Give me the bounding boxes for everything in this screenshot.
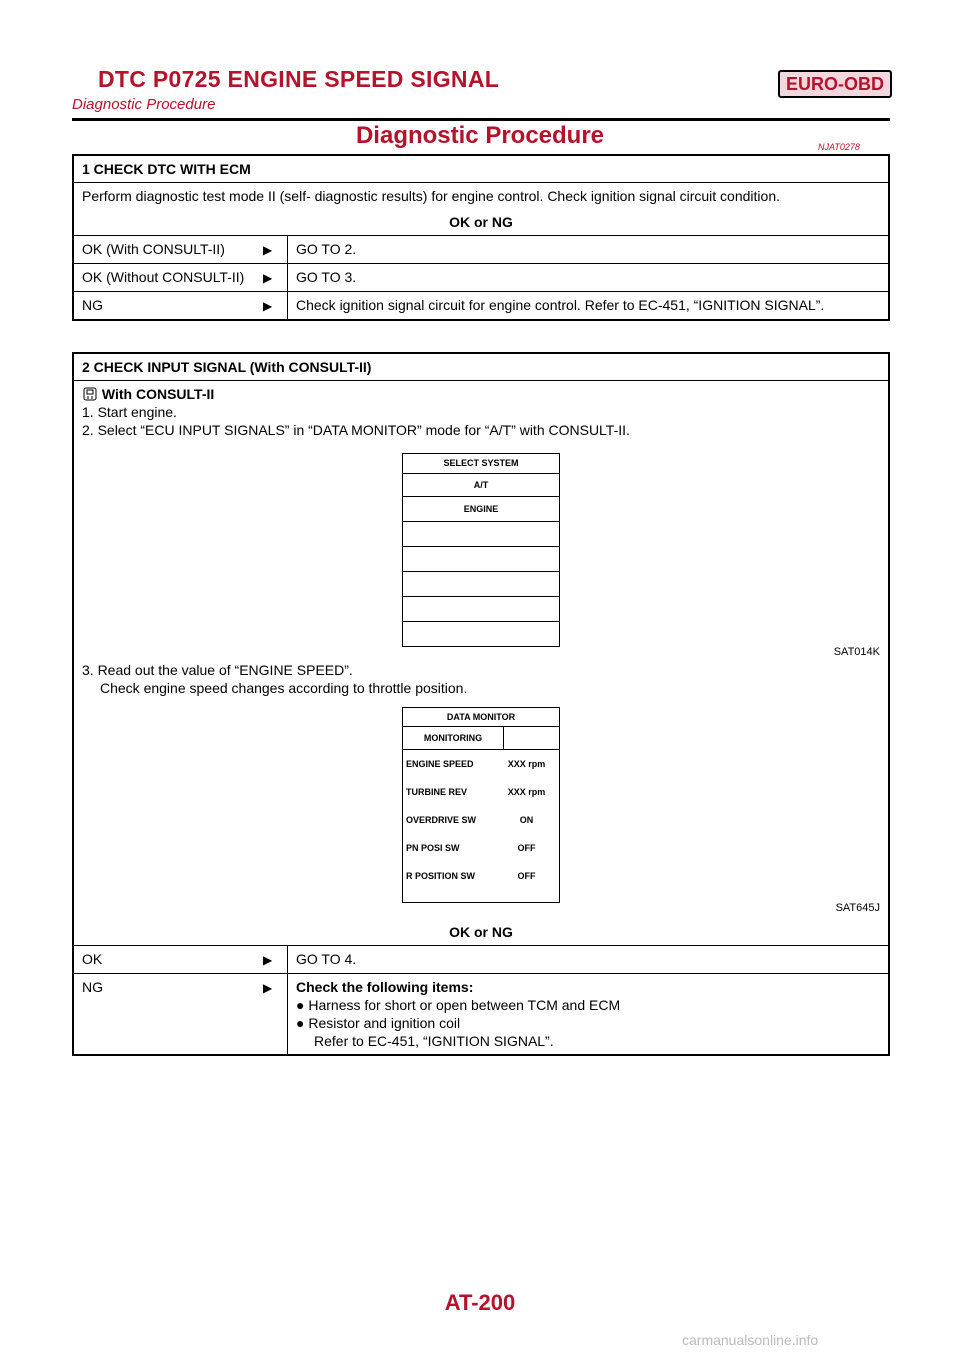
- monitor-row: [403, 806, 559, 834]
- monitor-item-value: ON: [519, 815, 534, 825]
- monitor-item-value: XXX rpm: [507, 759, 546, 769]
- screen-item-engine: ENGINE: [403, 496, 559, 521]
- arrow-right-icon: ▶: [263, 236, 288, 264]
- header-divider: [72, 118, 890, 121]
- arrow-right-icon: ▶: [263, 946, 288, 974]
- ng-item: [296, 1014, 880, 1032]
- monitor-item-value: OFF: [517, 843, 536, 853]
- monitor-row: [403, 834, 559, 862]
- result-action: GO TO 4.: [288, 946, 890, 974]
- step-2-line-2: 2. Select “ECU INPUT SIGNALS” in “DATA MONITOR” mode for “A/T” with CONSULT-II.: [82, 422, 630, 438]
- step-1-instruction: Perform diagnostic test mode II (self- diagnostic results) for engine control. Check ignition signal circuit condition.: [82, 188, 780, 204]
- step-2-line-4: Check engine speed changes according to throttle position.: [100, 680, 468, 696]
- result-label: OK (Without CONSULT-II): [73, 264, 263, 292]
- arrow-right-icon: ▶: [263, 974, 288, 1056]
- step-2-table: [72, 352, 890, 1056]
- screen-title: SELECT SYSTEM: [443, 458, 519, 468]
- section-code: NJAT0278: [818, 142, 860, 152]
- page-number: AT-200: [444, 1290, 516, 1315]
- result-action: Check ignition signal circuit for engine control. Refer to EC-451, “IGNITION SIGNAL”.: [288, 292, 890, 321]
- arrow-right-icon: ▶: [263, 264, 288, 292]
- result-row: [73, 946, 889, 974]
- step-1-okng: OK or NG: [449, 214, 513, 230]
- screen-empty-row: [403, 546, 559, 571]
- monitoring-label: MONITORING: [403, 727, 504, 749]
- arrow-right-icon: ▶: [263, 292, 288, 321]
- screen-empty-row: [403, 521, 559, 546]
- result-action: [288, 974, 890, 1056]
- monitor-item-name: ENGINE SPEED: [406, 759, 474, 769]
- monitor-item-value: OFF: [517, 871, 536, 881]
- with-consult-label: With CONSULT-II: [101, 386, 215, 402]
- figure-id: SAT014K: [833, 646, 880, 658]
- screen-item-at: A/T: [403, 473, 559, 496]
- step-2-line-3: 3. Read out the value of “ENGINE SPEED”.: [82, 662, 353, 678]
- screen-title: DATA MONITOR: [446, 712, 516, 722]
- result-label: OK (With CONSULT-II): [73, 236, 263, 264]
- result-label: NG: [73, 292, 263, 321]
- step-1-body: [73, 183, 889, 236]
- result-label: OK: [73, 946, 263, 974]
- monitor-row: [403, 862, 559, 890]
- step-2-body: [73, 381, 889, 946]
- step-1-heading: 1 CHECK DTC WITH ECM: [73, 155, 889, 183]
- section-title: Diagnostic Procedure: [355, 122, 605, 149]
- select-system-screen: [402, 453, 560, 647]
- monitor-item-name: TURBINE REV: [406, 787, 468, 797]
- with-consult-line: [82, 385, 880, 403]
- step-2-okng: OK or NG: [449, 924, 513, 940]
- screen-empty-row: [403, 571, 559, 596]
- bullet-icon: ●: [296, 997, 305, 1013]
- result-row: [73, 236, 889, 264]
- screen-empty-row: [403, 596, 559, 621]
- step-1-table: [72, 154, 890, 321]
- result-row: [73, 292, 889, 321]
- bullet-icon: ●: [296, 1015, 305, 1031]
- result-label: NG: [73, 974, 263, 1056]
- result-action: GO TO 2.: [288, 236, 890, 264]
- page-header-subtitle: Diagnostic Procedure: [72, 96, 216, 113]
- result-row: [73, 974, 889, 1056]
- monitor-row: [403, 750, 559, 778]
- euro-obd-badge: EURO-OBD: [778, 70, 892, 98]
- result-action: GO TO 3.: [288, 264, 890, 292]
- consult-tool-icon: [82, 387, 98, 401]
- monitoring-bar: [403, 726, 559, 750]
- figure-id: SAT645J: [835, 902, 880, 914]
- watermark: carmanualsonline.info: [682, 1332, 819, 1348]
- monitor-row: [403, 778, 559, 806]
- ng-item-text: Resistor and ignition coil: [308, 1015, 461, 1031]
- monitor-item-name: R POSITION SW: [406, 871, 476, 881]
- ng-item: [296, 996, 880, 1014]
- monitor-item-name: OVERDRIVE SW: [406, 815, 477, 825]
- page-header-title: DTC P0725 ENGINE SPEED SIGNAL: [98, 66, 500, 92]
- ng-heading: Check the following items:: [296, 979, 474, 995]
- result-row: [73, 264, 889, 292]
- monitor-item-value: XXX rpm: [507, 787, 546, 797]
- step-2-line-1: 1. Start engine.: [82, 404, 177, 420]
- monitor-item-name: PN POSI SW: [406, 843, 460, 853]
- data-monitor-screen: [402, 707, 560, 903]
- ng-item-text: Harness for short or open between TCM and ECM: [308, 997, 621, 1013]
- ng-refer: Refer to EC-451, “IGNITION SIGNAL”.: [314, 1033, 554, 1049]
- step-2-heading: 2 CHECK INPUT SIGNAL (With CONSULT-II): [73, 353, 889, 381]
